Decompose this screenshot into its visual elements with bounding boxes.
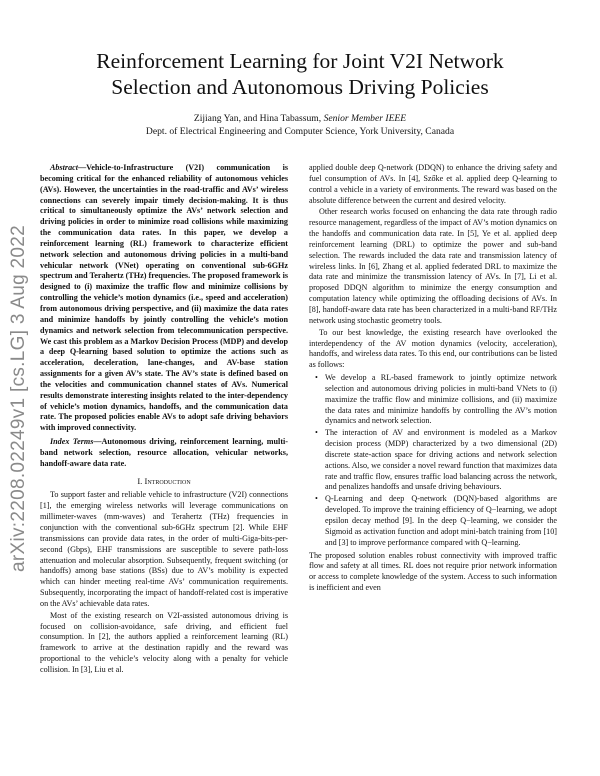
- left-column: [40, 163, 288, 677]
- authors: Zijiang Yan, and Hina Tabassum,: [193, 113, 322, 124]
- intro-paragraph: Most of the existing research on V2I-assisted autonomous driving is focused on collision-avoidance, safe driving, and efficient fuel consumption. In [2], the authors applied a reinforcement learning (RL) framework to arrive at the destination rapidly and the reward was proportional to the vehicle’s velocity along with a penalty for vehicle collision. In [3], Liu et al.: [40, 610, 288, 674]
- contribution-item: • Q-Learning and deep Q-network (DQN)-based algorithms are developed. To improve the training efficiency of Q−learning, we adopt epsilon decay method [9]. In the deep Q−learning, we consider the Sigmoid as activation function and adopt mini-batch training from [10] and [3] to improve performance compared with Q−learning.: [325, 494, 557, 548]
- body-paragraph: To our best knowledge, the existing research have overlooked the interdependency of the AV motion dynamics (velocity, acceleration), handoffs, and wireless data rates. To this end, our contributions can be listed as follows:: [309, 327, 558, 370]
- body-paragraph: applied double deep Q-network (DDQN) to enhance the driving safety and fuel consumption of AVs. In [4], Szőke et al. applied deep Q-learning to control a vehicle in a variety of environments. The reward was based on the absolute difference between the current and desired velocity.: [309, 163, 557, 205]
- index-terms-label: Index Terms: [50, 437, 94, 447]
- index-terms-text: —Autonomous driving, reinforcement learning, multi-band network selection, resource allocation, vehicular networks, handoff-aware data rate.: [40, 437, 288, 468]
- contribution-item: • The interaction of AV and environment is modeled as a Markov decision process (MDP) characterized by a two dimensional (2D) discrete state-action space for driving actions and network selection actions. Also, we consider a novel reward function that maximizes data rate and traffic flow, ensures traffic load balancing across the network, and penalizes handoffs and unsafe driving behaviours.: [325, 428, 557, 493]
- abstract-label: Abstract: [50, 163, 78, 172]
- contributions-list: [309, 373, 557, 549]
- right-column: [309, 163, 557, 595]
- affiliation: Dept. of Electrical Engineering and Computer Science, York University, Canada: [145, 126, 455, 137]
- section-heading-introduction: I. Introduction: [137, 475, 191, 486]
- body-paragraph: Other research works focused on enhancing the data rate through radio resource management, regardless of the impact of AV’s motion dynamics on the handoffs and communication data rate. In [5], Ye et al. applied deep reinforcement learning (DRL) to optimize the power and sub-band selection. The rewards included the data rate and transmission latency of wireless links. In [6], Zhang et al. applied federated DRL to maximize the data rate and minimize the transmission latency of AVs. In [7], Li et al. proposed DDQN algorithm to minimize the energy consumption and computation latency while optimizing the offloading decisions of AVs. In [8], handoff-aware data rate has been characterized in a multi-band RF/THz network using stochastic geometry tools.: [309, 207, 557, 325]
- body-paragraph: The proposed solution enables robust connectivity with improved traffic flow and safety at all times. RL does not require prior network information or access to complete knowledge of the system. Access to such information is inefficient and even: [309, 550, 557, 593]
- contribution-item: • We develop a RL-based framework to jointly optimize network selection and autonomous driving policies in multi-band VNets to (i) maximize the traffic flow and minimize collisions, and (ii) maximize the data rates and minimize handoffs by controlling the AV’s motion dynamics and network selection.: [325, 373, 557, 427]
- arxiv-identifier: arXiv:2208.02249v1 [cs.LG] 3 Aug 2022: [8, 224, 29, 572]
- paper-title: Reinforcement Learning for Joint V2I Network Selection and Autonomous Driving Policies: [96, 49, 504, 99]
- author-line: [60, 113, 540, 125]
- index-terms: [40, 437, 288, 470]
- intro-paragraph: To support faster and reliable vehicle to infrastructure (V2I) connections [1], the emerging wireless networks will leverage communications on millimeter-waves (mm-waves) and Terahertz (THz) frequencies in conjunction with the conventional sub-6GHz spectrum [2]. While EHF transmissions can provide data rates, in the order of multi-Giga-bits-per-second (Gbps), EHF transmissions are susceptible to severe path-loss attenuation and molecular absorption. Subsequently, frequent switching (or handoffs) among base stations (BSs) due to AV’s mobility is expected which can hinder meeting real-time AVs’ communication requirements. Subsequently, incorporating the impact of handoff-related cost is imperative on the AVs’ achievable data rates.: [40, 490, 288, 608]
- author-role: Senior Member IEEE: [323, 113, 407, 124]
- abstract: [40, 163, 288, 434]
- abstract-text: —Vehicle-to-Infrastructure (V2I) communication is becoming critical for the enhanced reliability of autonomous vehicles (AVs). However, the uncertainties in the road-traffic and AVs’ wireless connections can severely impair timely decision-making. It is thus critical to simultaneously optimize the AVs’ network selection and driving policies in order to minimize road collisions while maximizing the communication data rates. In this paper, we develop a reinforcement learning (RL) framework to characterize efficient network selection and autonomous driving policies in a multi-band vehicular network (VNet) operating on conventional sub-6GHz spectrum and Terahertz (THz) frequencies. The proposed framework is designed to (i) maximize the traffic flow and minimize collisions by controlling the vehicle’s motion dynamics (i.e., speed and acceleration) from autonomous driving perspective, and (ii) maximize the data rates and minimize handoffs by jointly controlling the vehicle’s motion dynamics and network selection from telecommunication perspective. We cast this problem as a Markov Decision Process (MDP) and develop a deep Q-learning based solution to optimize the actions such as acceleration, deceleration, lane-changes, and AV-base station assignments for a given AV’s state. The AV’s state is defined based on the velocities and communication channel states of AVs. Numerical results demonstrate interesting insights related to the inter-dependency of vehicle’s motion dynamics, handoffs, and the communication data rate. The proposed policies enable AVs to adopt safe driving behaviors with improved connectivity.: [40, 163, 288, 433]
